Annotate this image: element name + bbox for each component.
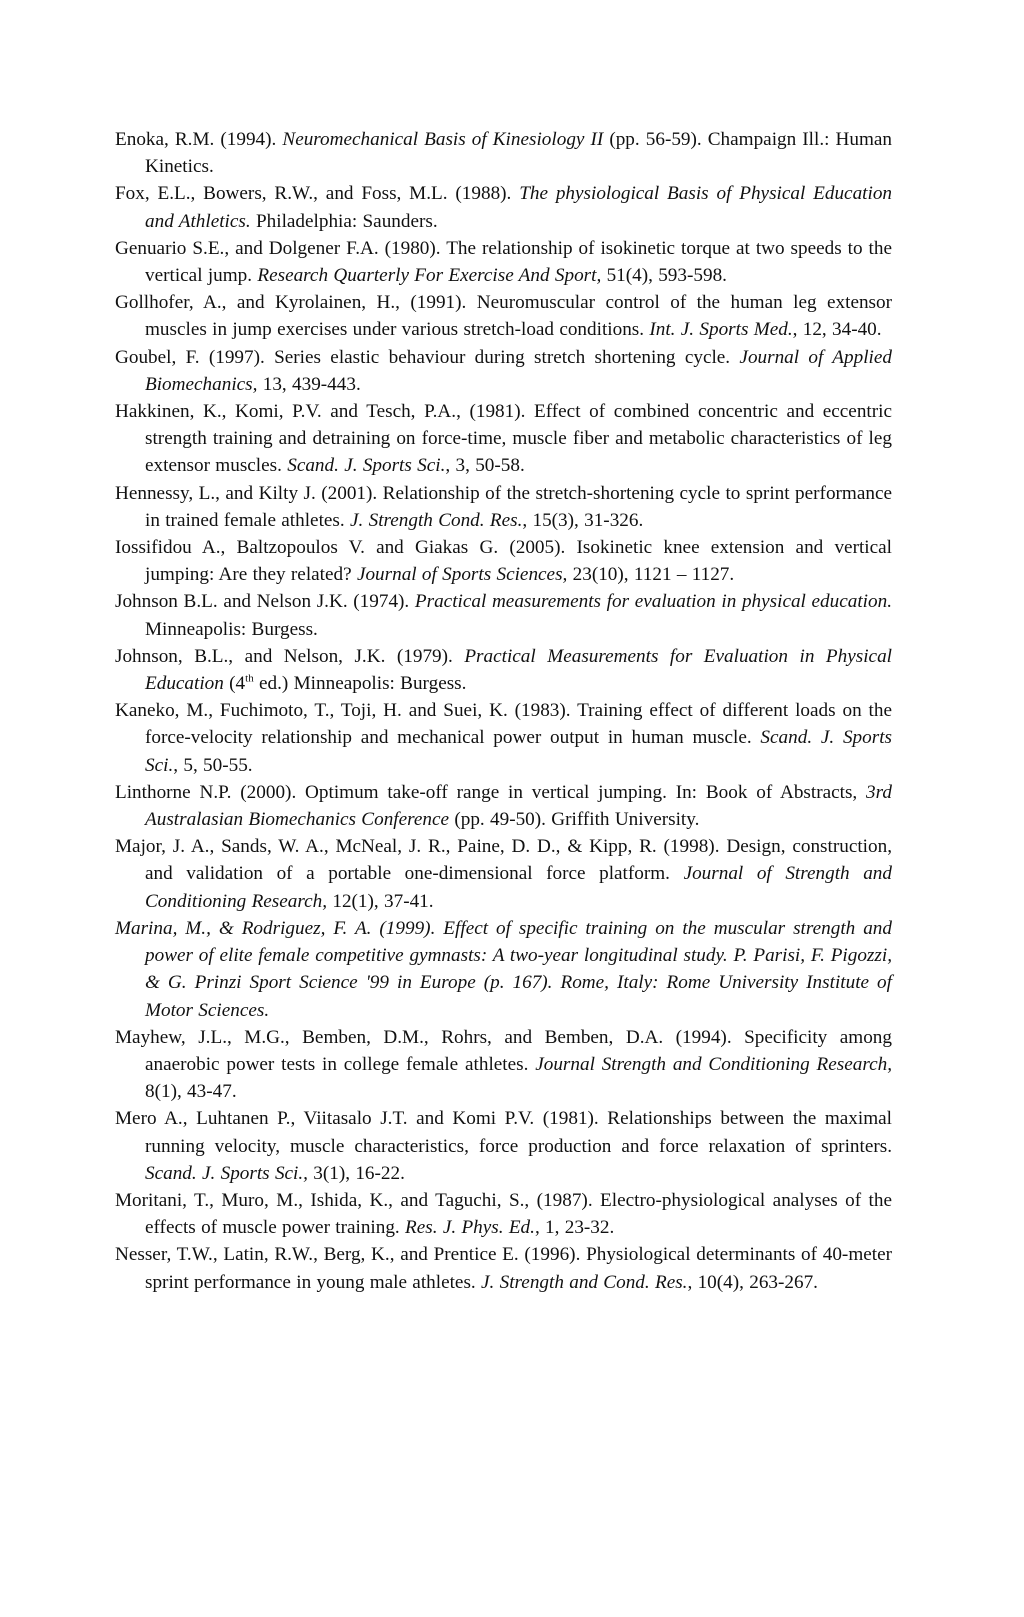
reference-text: , 3, 50-58. xyxy=(445,455,525,477)
reference-italic-text: Neuromechanical Basis of Kinesiology II xyxy=(282,129,604,150)
reference-text: Minneapolis: Burgess. xyxy=(145,618,318,640)
reference-entry xyxy=(115,643,892,697)
reference-italic-text: Journal of Strength and Conditioning Research, xyxy=(145,863,892,912)
reference-italic-text: Res. J. Phys. Ed. xyxy=(405,1217,535,1239)
reference-italic-text: J. Strength and Cond. Res. xyxy=(481,1271,688,1293)
reference-entry xyxy=(115,344,892,398)
reference-list xyxy=(115,126,892,1296)
reference-text: 8(1), 43-47. xyxy=(145,1081,237,1103)
reference-text: Fox, E.L., Bowers, R.W., and Foss, M.L. (1988). xyxy=(115,183,520,205)
reference-text: Moritani, T., Muro, M., Ishida, K., and Taguchi, S., (1987). Electro-physiological analyses of the effects of muscle power training. xyxy=(115,1189,892,1239)
reference-text: ed.) Minneapolis: Burgess. xyxy=(253,673,467,695)
reference-text: (4 xyxy=(223,673,246,695)
reference-entry xyxy=(115,180,892,234)
reference-text: , 5, 50-55. xyxy=(173,754,253,776)
reference-italic-text: Journal of Applied Biomechanics, xyxy=(145,346,892,395)
reference-italic-text: The physiological Basis of Physical Education and Athletics. xyxy=(145,183,893,232)
reference-text: 23(10), 1121 – 1127. xyxy=(567,564,735,586)
reference-italic-text: Journal Strength and Conditioning Research, xyxy=(535,1053,892,1075)
reference-entry xyxy=(115,833,892,915)
reference-entry xyxy=(115,697,892,779)
reference-text: Nesser, T.W., Latin, R.W., Berg, K., and Prentice E. (1996). Physiological determinants of 40-meter sprint performance in young male athletes. xyxy=(115,1244,892,1293)
reference-entry xyxy=(115,534,892,588)
reference-italic-text: Scand. J. Sports Sci., xyxy=(145,1162,308,1184)
reference-italic-text: Journal of Sports Sciences, xyxy=(356,564,568,586)
reference-text: 51(4), 593-598. xyxy=(601,265,727,287)
reference-italic-text: Scand. J. Sports Sci. xyxy=(145,727,892,776)
reference-text: Hakkinen, K., Komi, P.V. and Tesch, P.A., (1981). Effect of combined concentric and eccentric strength training and detraining on force-time, muscle fiber and metabolic characteristics of leg extensor muscles. xyxy=(115,401,892,477)
reference-italic-text: Practical Measurements for Evaluation in Physical Education xyxy=(145,645,892,695)
reference-entry xyxy=(115,1105,892,1187)
reference-text: Kaneko, M., Fuchimoto, T., Toji, H. and Suei, K. (1983). Training effect of different loads on the force-velocity relationship and mechanical power output in human muscle. xyxy=(115,700,892,749)
reference-text: Marina, M., & Rodriguez, F. A. (1999). Effect of specific training on the muscular strength and power of elite female competitive gymnasts: A two-year longitudinal study. P. Parisi, F. Pigozzi, & G. Prinzi Sport Science '99 in Europe (p. 167). Rome, Italy: Rome University Institute of Motor Sciences. xyxy=(115,917,892,1021)
reference-text: (pp. 56-59). Champaign Ill.: Human Kinetics. xyxy=(145,129,892,178)
reference-text: , 1, 23-32. xyxy=(534,1217,615,1239)
reference-entry xyxy=(115,915,892,1024)
reference-text: 13, 439-443. xyxy=(257,373,361,395)
reference-text: , 15(3), 31-326. xyxy=(522,509,644,531)
reference-entry xyxy=(115,289,892,343)
reference-italic-text: Int. J. Sports Med. xyxy=(649,319,793,341)
reference-text: Johnson B.L. and Nelson J.K. (1974). xyxy=(115,591,415,613)
reference-text: Iossifidou A., Baltzopoulos V. and Giakas G. (2005). Isokinetic knee extension and vertical jumping: Are they related? xyxy=(115,537,892,586)
reference-entry xyxy=(115,1241,892,1295)
reference-entry xyxy=(115,1187,892,1241)
reference-text: Philadelphia: Saunders. xyxy=(250,210,438,232)
reference-text: Enoka, R.M. (1994). xyxy=(115,129,283,150)
reference-italic-text: 3rd Australasian Biomechanics Conference xyxy=(145,781,892,831)
reference-text: Gollhofer, A., and Kyrolainen, H., (1991). Neuromuscular control of the human leg extensor muscles in jump exercises under various stretch-load conditions. xyxy=(115,292,892,341)
reference-italic-text: J. Strength Cond. Res. xyxy=(349,509,523,531)
reference-text: Hennessy, L., and Kilty J. (2001). Relationship of the stretch-shortening cycle to sprint performance in trained female athletes. xyxy=(115,482,892,531)
reference-text: Goubel, F. (1997). Series elastic behaviour during stretch shortening cycle. xyxy=(115,346,740,368)
reference-entry xyxy=(115,779,892,833)
reference-text: Genuario S.E., and Dolgener F.A. (1980). The relationship of isokinetic torque at two speeds to the vertical jump. xyxy=(115,237,892,287)
reference-text: , 12, 34-40. xyxy=(792,319,882,341)
reference-text: Johnson, B.L., and Nelson, J.K. (1979). xyxy=(115,645,465,667)
reference-entry xyxy=(115,588,892,642)
reference-text: (pp. 49-50). Griffith University. xyxy=(449,809,700,831)
reference-text: 3(1), 16-22. xyxy=(307,1162,405,1184)
reference-text: Major, J. A., Sands, W. A., McNeal, J. R., Paine, D. D., & Kipp, R. (1998). Design, construction, and validation of a portable one-dimensional force platform. xyxy=(115,836,892,885)
reference-entry xyxy=(115,398,892,480)
reference-superscript: th xyxy=(245,672,254,685)
reference-entry xyxy=(115,1024,892,1106)
reference-entry xyxy=(115,480,892,534)
reference-entry xyxy=(115,126,892,180)
reference-text: , 10(4), 263-267. xyxy=(687,1271,818,1293)
reference-text: 12(1), 37-41. xyxy=(327,890,434,912)
reference-text: Mayhew, J.L., M.G., Bemben, D.M., Rohrs, and Bemben, D.A. (1994). Specificity among anaerobic power tests in college female athletes. xyxy=(115,1026,892,1075)
reference-italic-text: Scand. J. Sports Sci. xyxy=(287,455,446,477)
reference-text: Linthorne N.P. (2000). Optimum take-off range in vertical jumping. In: Book of Abstracts, xyxy=(115,781,867,803)
reference-entry xyxy=(115,235,892,289)
reference-italic-text: Research Quarterly For Exercise And Sport, xyxy=(257,265,602,287)
reference-text: Mero A., Luhtanen P., Viitasalo J.T. and Komi P.V. (1981). Relationships between the maximal running velocity, muscle characteristics, force production and force relaxation of sprinters. xyxy=(115,1108,892,1157)
reference-italic-text: Practical measurements for evaluation in physical education. xyxy=(414,591,892,613)
